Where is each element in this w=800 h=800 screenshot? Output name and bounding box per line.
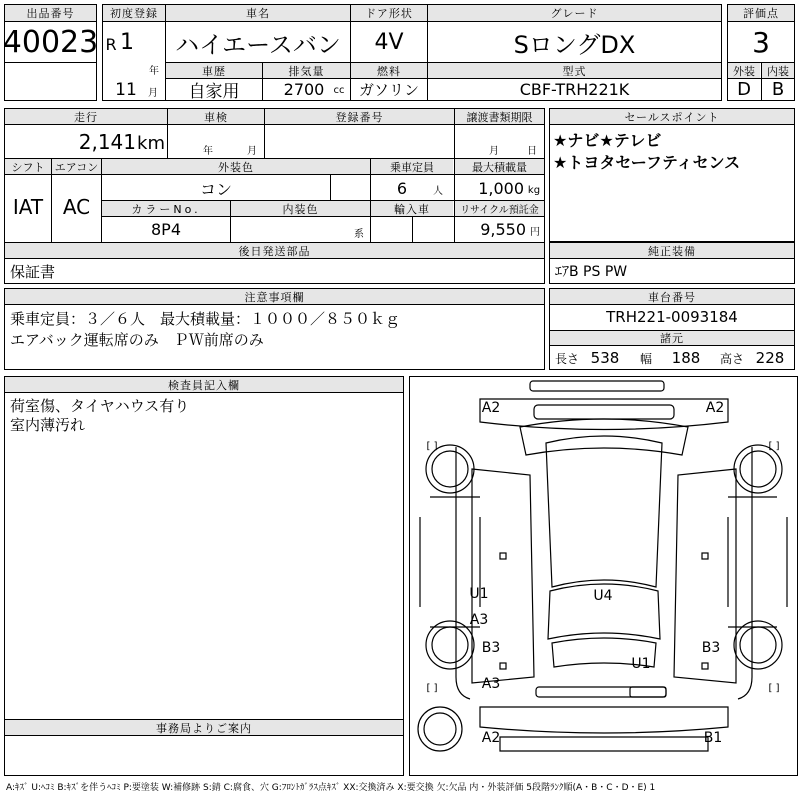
door-label: ドア形状 bbox=[351, 5, 427, 21]
inspection-month: 月 bbox=[247, 145, 257, 157]
notes-line-1: 乗車定員：３／６人 最大積載量：１０００／８５０ｋｇ bbox=[10, 310, 401, 328]
colorno-value: 8P4 bbox=[150, 219, 181, 239]
later-parts-label: 後日発送部品 bbox=[5, 243, 544, 258]
int-color-suffix: 系 bbox=[354, 228, 364, 240]
ac-value: AC bbox=[62, 195, 91, 219]
first-reg-label: 初度登録 bbox=[103, 5, 165, 21]
capacity-unit: 人 bbox=[433, 185, 443, 197]
mark-b3-right: B3 bbox=[701, 640, 721, 656]
notes-line-2: エアバック運転席のみ ＰＷ前席のみ bbox=[10, 331, 264, 349]
vehicle-diagram bbox=[409, 376, 798, 776]
lot-number: 40023 bbox=[2, 24, 99, 60]
sales-line-2: ★トヨタセーフティセンス bbox=[553, 152, 741, 172]
regno-label: 登録番号 bbox=[265, 109, 454, 124]
lot-number-label: 出品番号 bbox=[5, 5, 96, 21]
interior-grade: B bbox=[771, 79, 785, 100]
year-unit: 年 bbox=[149, 65, 159, 77]
width-label: 幅 bbox=[639, 351, 652, 366]
inspection-year: 年 bbox=[203, 145, 213, 157]
bracket-left-bottom: [ ] bbox=[426, 682, 438, 694]
notes-label: 注意事項欄 bbox=[5, 289, 544, 304]
displacement-value: 2700 bbox=[283, 80, 325, 99]
maxload-value: 1,000 bbox=[478, 178, 524, 198]
mileage-value: 2,141 bbox=[78, 130, 136, 154]
shift-label: シフト bbox=[5, 159, 51, 174]
transfer-day: 日 bbox=[527, 145, 537, 157]
length-value: 538 bbox=[590, 349, 620, 367]
mark-u4: U4 bbox=[593, 588, 613, 604]
grade: SロングDX bbox=[513, 30, 636, 59]
inspector-label: 検査員記入欄 bbox=[5, 377, 403, 392]
equipment-label: 純正装備 bbox=[550, 243, 794, 258]
sales-line-1: ★ナビ★テレビ bbox=[553, 130, 662, 150]
shift-value: IAT bbox=[12, 195, 44, 219]
bracket-left-top: [ ] bbox=[426, 440, 438, 452]
equipment-value: ｴｱB PS PW bbox=[555, 264, 628, 280]
score-label: 評価点 bbox=[728, 5, 794, 21]
model-label: 型式 bbox=[428, 63, 721, 78]
ac-label: エアコン bbox=[52, 159, 101, 174]
import-label: 輸入車 bbox=[371, 201, 453, 216]
mark-rear-left: A2 bbox=[481, 730, 501, 746]
transfer-label: 譲渡書類期限 bbox=[455, 109, 544, 124]
grade-label: グレード bbox=[428, 5, 721, 21]
mark-rear-right: B1 bbox=[703, 730, 723, 746]
model-value: CBF-TRH221K bbox=[519, 80, 630, 99]
mark-front-left: A2 bbox=[481, 400, 501, 416]
ext-color-label: 外装色 bbox=[102, 159, 370, 174]
height-value: 228 bbox=[755, 349, 785, 367]
mark-a3-left-lower: A3 bbox=[481, 676, 501, 692]
mileage-label: 走行 bbox=[5, 109, 167, 124]
recycle-unit: 円 bbox=[530, 226, 540, 238]
history-label: 車歴 bbox=[166, 63, 262, 78]
chassis-label: 車台番号 bbox=[550, 289, 794, 304]
first-reg-month: 11 bbox=[115, 80, 137, 100]
inspector-line-1: 荷室傷、タイヤハウス有り bbox=[10, 396, 190, 415]
ext-color-value: コン bbox=[199, 179, 232, 199]
legend-text: A:ｷｽﾞ U:ﾍｺﾐ B:ｷｽﾞを伴うﾍｺﾐ P:要塗装 W:補修跡 S:錆 C:腐食、穴 G:ﾌﾛﾝﾄｶﾞﾗｽ点ｷｽﾞ XX:交換済み X:要交換 欠:欠品 内・外装評価 5段階ﾗﾝｸ順(A・B・C・D・E) 1 bbox=[6, 783, 656, 793]
sales-label: セールスポイント bbox=[550, 109, 794, 124]
displacement-unit: cc bbox=[333, 85, 345, 96]
dims-label: 諸元 bbox=[550, 331, 794, 345]
recycle-value: 9,550 bbox=[480, 219, 526, 239]
interior-label: 内装 bbox=[762, 63, 794, 78]
chassis-value: TRH221-0093184 bbox=[606, 308, 738, 326]
capacity-value: 6 bbox=[396, 178, 408, 198]
width-value: 188 bbox=[671, 349, 701, 367]
recycle-label: リサイクル預託金 bbox=[455, 201, 544, 216]
exterior-label: 外装 bbox=[728, 63, 760, 78]
inspection-label: 車検 bbox=[168, 109, 264, 124]
inspector-line-2: 室内薄汚れ bbox=[10, 415, 86, 434]
first-reg-year: 1 bbox=[120, 29, 134, 55]
mark-u1-floor: U1 bbox=[631, 656, 651, 672]
bracket-right-top: [ ] bbox=[768, 440, 780, 452]
int-color-label: 内装色 bbox=[231, 201, 370, 216]
bracket-right-bottom: [ ] bbox=[768, 682, 780, 694]
mileage-unit: km bbox=[137, 132, 165, 154]
later-parts-value: 保証書 bbox=[10, 262, 56, 281]
displacement-label: 排気量 bbox=[263, 63, 350, 78]
fuel-label: 燃料 bbox=[351, 63, 427, 78]
inspector-box bbox=[4, 376, 404, 776]
name-label: 車名 bbox=[166, 5, 350, 21]
fuel-value: ガソリン bbox=[358, 81, 419, 99]
exterior-grade: D bbox=[737, 79, 751, 100]
office-label: 事務局よりご案内 bbox=[5, 720, 403, 735]
mark-u1-left: U1 bbox=[469, 586, 489, 602]
mark-a3-left: A3 bbox=[469, 612, 489, 628]
van-outline-drawing bbox=[410, 377, 797, 775]
door-type: 4V bbox=[374, 29, 404, 55]
maxload-unit: kg bbox=[527, 184, 541, 196]
colorno-label: カラーNo. bbox=[102, 201, 230, 216]
month-unit: 月 bbox=[148, 87, 158, 99]
capacity-label: 乗車定員 bbox=[371, 159, 453, 174]
history-value: 自家用 bbox=[188, 82, 240, 102]
height-label: 高さ bbox=[719, 351, 744, 366]
transfer-month: 月 bbox=[489, 145, 499, 157]
length-label: 長さ bbox=[554, 351, 579, 366]
maxload-label: 最大積載量 bbox=[455, 159, 544, 174]
mark-b3-left: B3 bbox=[481, 640, 501, 656]
score-value: 3 bbox=[752, 25, 770, 59]
mark-front-right: A2 bbox=[705, 400, 725, 416]
vehicle-name: ハイエースバン bbox=[175, 30, 341, 59]
era-letter: R bbox=[105, 34, 117, 54]
